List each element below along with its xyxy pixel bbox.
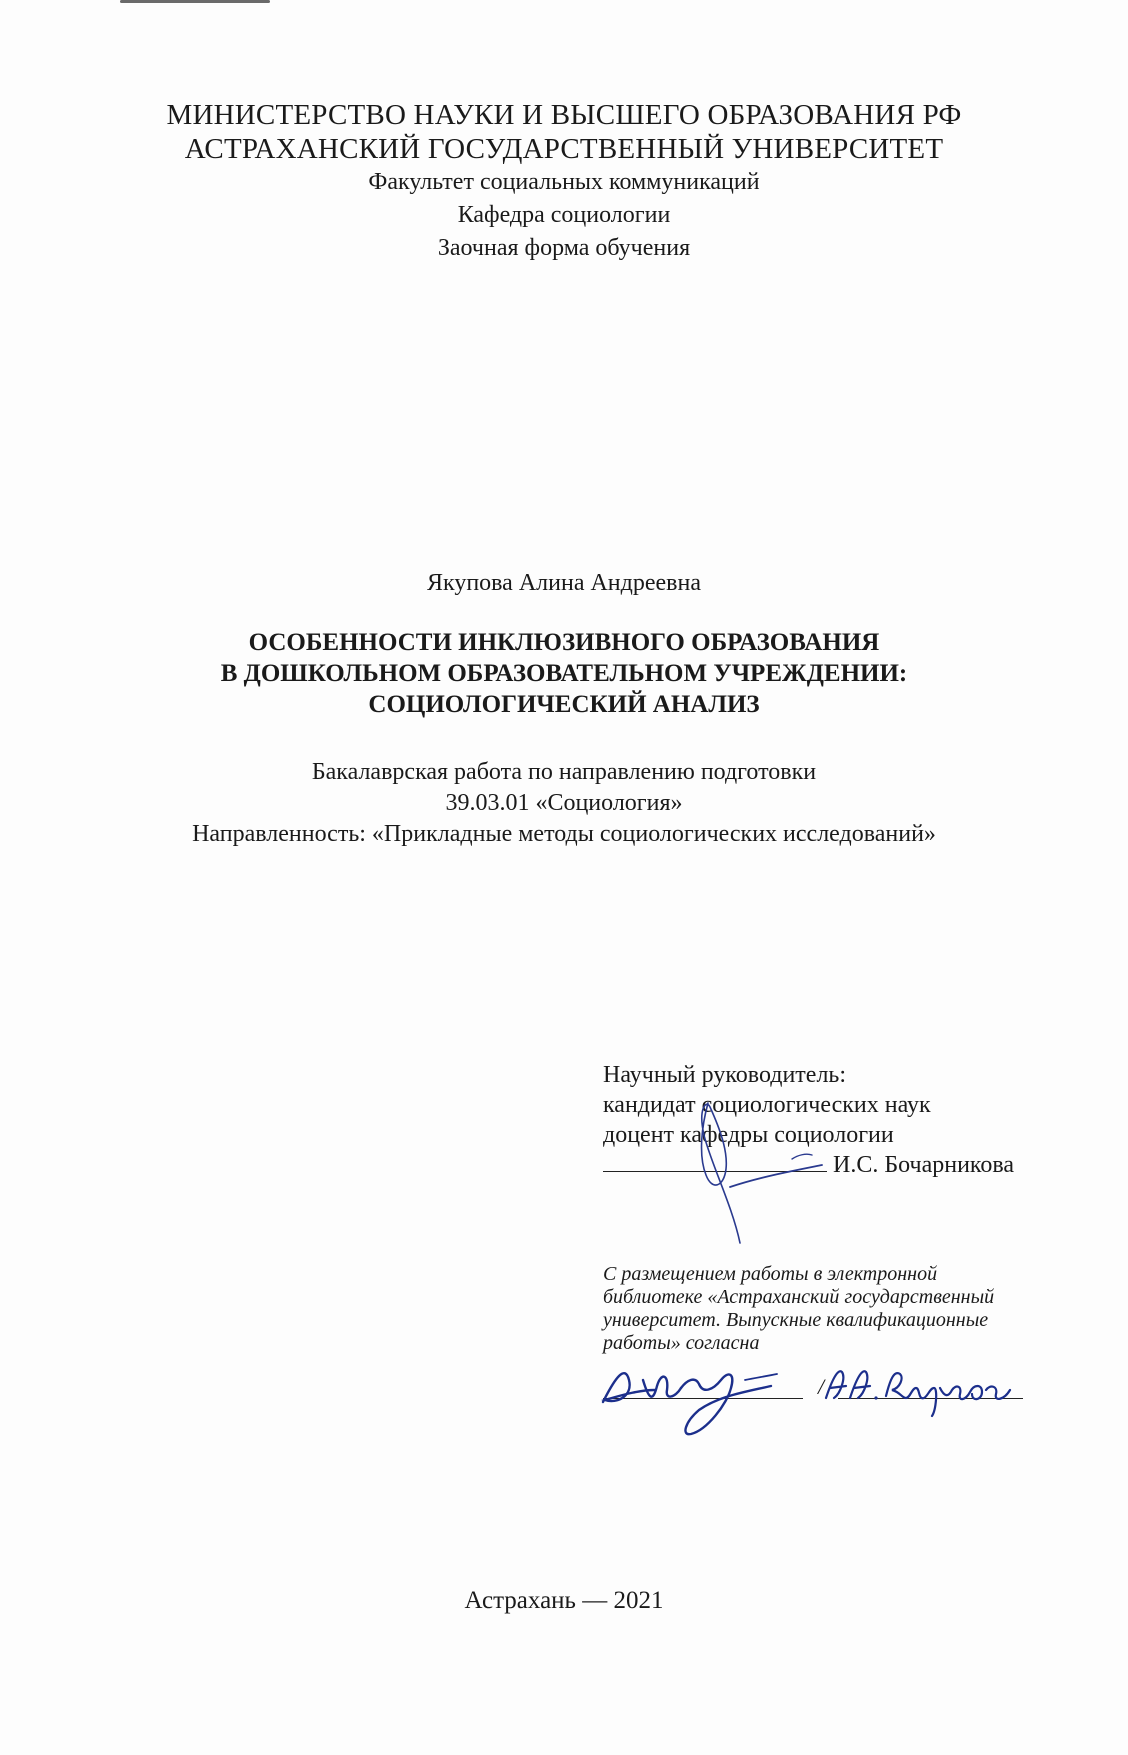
signature-separator: /: [818, 1374, 825, 1399]
supervisor-label: Научный руководитель:: [603, 1062, 847, 1088]
department-name: Кафедра социологии: [457, 202, 671, 228]
thesis-title-line: ОСОБЕННОСТИ ИНКЛЮЗИВНОГО ОБРАЗОВАНИЯ: [248, 629, 880, 656]
city-year: Астрахань — 2021: [464, 1587, 664, 1614]
supervisor-block: [603, 1060, 1014, 1180]
program-code: 39.03.01 «Социология»: [445, 790, 683, 816]
consent-signature-row: [603, 1372, 1023, 1404]
supervisor-degree: кандидат социологических наук: [603, 1092, 931, 1118]
study-form: Заочная форма обучения: [437, 235, 691, 261]
supervisor-name: И.С. Бочарникова: [833, 1152, 1015, 1178]
library-consent-text: С размещением работы в электронной библиотеке «Астраханский государственный университет. Выпускные квалификационные работы» согласна: [603, 1263, 995, 1354]
supervisor-signature-row: [603, 1150, 1014, 1180]
signature-line: [603, 1151, 827, 1172]
supervisor-position: доцент кафедры социологии: [603, 1122, 894, 1148]
thesis-title: [0, 627, 1128, 720]
work-info: [0, 757, 1128, 850]
program-profile: Направленность: «Прикладные методы социологических исследований»: [192, 821, 936, 847]
thesis-title-line: В ДОШКОЛЬНОМ ОБРАЗОВАТЕЛЬНОМ УЧРЕЖДЕНИИ:: [220, 660, 908, 687]
work-type: Бакалаврская работа по направлению подготовки: [311, 759, 817, 785]
scan-edge-mark: [120, 0, 270, 3]
university-name: АСТРАХАНСКИЙ ГОСУДАРСТВЕННЫЙ УНИВЕРСИТЕТ: [184, 133, 944, 165]
signature-line: [838, 1398, 1023, 1399]
signature-line: [603, 1398, 803, 1399]
thesis-title-line: СОЦИОЛОГИЧЕСКИЙ АНАЛИЗ: [368, 691, 760, 718]
author-name: Якупова Алина Андреевна: [426, 570, 701, 596]
faculty-name: Факультет социальных коммуникаций: [368, 169, 760, 195]
institution-header: [0, 98, 1128, 265]
ministry-name: МИНИСТЕРСТВО НАУКИ И ВЫСШЕГО ОБРАЗОВАНИЯ РФ: [166, 99, 962, 131]
